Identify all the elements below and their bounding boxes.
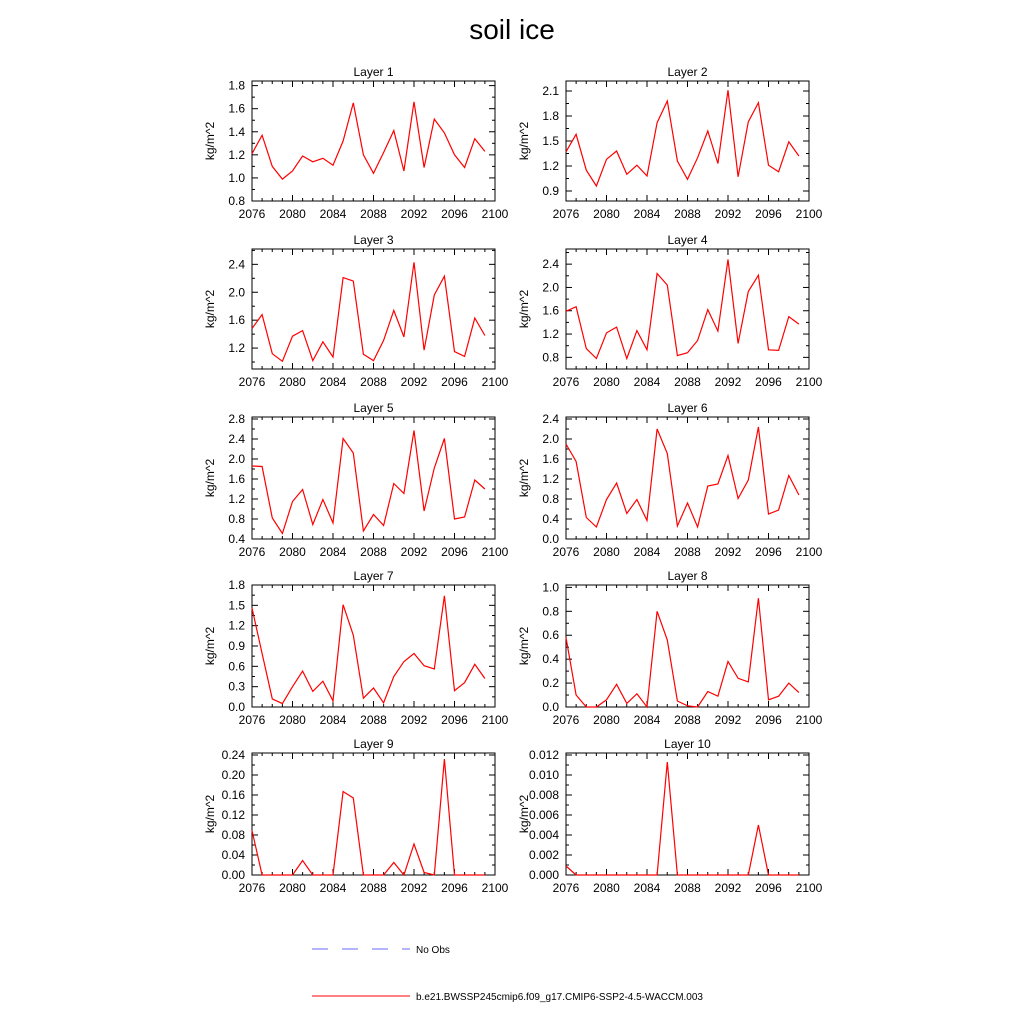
panel-title: Layer 5 [353, 401, 394, 415]
y-tick-label: 1.2 [228, 341, 245, 356]
x-tick-label: 2088 [674, 545, 701, 559]
series-line [252, 759, 485, 875]
x-tick-label: 2088 [360, 375, 387, 389]
y-tick-label: 2.0 [228, 285, 245, 300]
x-tick-label: 2076 [238, 713, 266, 727]
x-tick-label: 2076 [552, 375, 580, 389]
y-axis-label: kg/m^2 [203, 626, 217, 666]
y-axis-label: kg/m^2 [203, 289, 217, 329]
panel-title: Layer 6 [667, 401, 708, 415]
y-tick-label: 0.8 [542, 604, 559, 619]
x-tick-label: 2076 [238, 207, 266, 221]
y-tick-label: 2.0 [542, 280, 559, 295]
y-tick-label: 0.8 [542, 492, 559, 506]
plot-frame [252, 417, 495, 539]
x-tick-label: 2084 [633, 545, 661, 559]
x-tick-label: 2088 [360, 545, 387, 559]
x-tick-label: 2084 [319, 207, 347, 221]
series-line [252, 431, 485, 534]
y-tick-label: 2.4 [542, 257, 559, 272]
x-tick-label: 2100 [481, 713, 509, 727]
y-tick-label: 0.0 [542, 700, 559, 714]
y-tick-label: 0.000 [528, 868, 559, 882]
x-tick-label: 2092 [400, 881, 428, 895]
y-tick-label: 1.8 [228, 78, 245, 93]
y-tick-label: 0.6 [542, 628, 559, 643]
y-tick-label: 1.8 [542, 109, 559, 123]
y-tick-label: 1.2 [228, 147, 245, 162]
y-tick-label: 2.0 [542, 432, 559, 446]
y-tick-label: 1.6 [542, 452, 559, 466]
x-tick-label: 2088 [360, 881, 387, 895]
x-tick-label: 2088 [674, 207, 701, 221]
x-tick-label: 2088 [360, 713, 387, 727]
plot-frame [566, 81, 809, 201]
x-tick-label: 2100 [481, 207, 509, 221]
y-axis-label: kg/m^2 [203, 794, 217, 834]
x-tick-label: 2088 [674, 713, 701, 727]
panel-layer-3 [203, 233, 509, 389]
y-tick-label: 0.004 [528, 828, 559, 842]
x-tick-label: 2092 [400, 375, 428, 389]
y-tick-label: 0.00 [221, 868, 245, 882]
panel-layer-9 [203, 737, 509, 895]
x-tick-label: 2100 [795, 881, 823, 895]
x-tick-label: 2080 [279, 375, 306, 389]
y-tick-label: 1.6 [228, 313, 245, 328]
x-tick-label: 2076 [238, 545, 266, 559]
plot-frame [566, 249, 809, 369]
y-axis-label: kg/m^2 [203, 121, 217, 161]
y-tick-label: 1.0 [228, 170, 245, 185]
x-tick-label: 2092 [400, 545, 428, 559]
x-tick-label: 2088 [674, 881, 701, 895]
x-tick-label: 2084 [319, 881, 347, 895]
x-tick-label: 2096 [441, 713, 468, 727]
y-tick-label: 0.0 [542, 532, 559, 546]
series-line [566, 762, 799, 875]
y-tick-label: 2.0 [228, 452, 245, 466]
y-tick-label: 0.3 [228, 679, 245, 694]
plot-frame [566, 417, 809, 539]
x-tick-label: 2096 [755, 713, 782, 727]
y-tick-label: 0.20 [221, 768, 245, 782]
x-tick-label: 2076 [552, 207, 580, 221]
x-tick-label: 2092 [714, 881, 742, 895]
x-tick-label: 2096 [441, 207, 468, 221]
x-tick-label: 2080 [593, 545, 620, 559]
x-tick-label: 2080 [279, 881, 306, 895]
panel-title: Layer 1 [353, 65, 394, 79]
x-tick-label: 2076 [552, 545, 580, 559]
panel-layer-4 [517, 233, 823, 389]
y-tick-label: 0.6 [228, 659, 245, 674]
series-line [566, 90, 799, 186]
panel-title: Layer 4 [667, 233, 708, 247]
x-tick-label: 2100 [795, 545, 823, 559]
y-tick-label: 1.6 [228, 472, 245, 486]
series-line [252, 596, 485, 704]
y-tick-label: 0.4 [228, 532, 245, 546]
y-tick-label: 1.6 [542, 303, 559, 318]
series-line [566, 260, 799, 359]
y-tick-label: 1.2 [542, 472, 559, 486]
y-tick-label: 2.4 [542, 412, 559, 426]
figure-title: soil ice [469, 14, 555, 45]
y-tick-label: 0.4 [542, 512, 559, 526]
x-tick-label: 2084 [633, 375, 661, 389]
x-tick-label: 2088 [360, 207, 387, 221]
series-line [566, 598, 799, 707]
x-tick-label: 2096 [755, 207, 782, 221]
y-tick-label: 0.16 [221, 788, 245, 802]
panel-title: Layer 7 [353, 569, 394, 583]
panel-layer-10 [517, 737, 823, 895]
y-tick-label: 1.6 [228, 101, 245, 116]
y-tick-label: 0.9 [542, 184, 559, 198]
panel-title: Layer 3 [353, 233, 394, 247]
panel-title: Layer 2 [667, 65, 708, 79]
legend-obs-label: No Obs [416, 945, 450, 956]
x-tick-label: 2084 [633, 207, 661, 221]
y-tick-label: 0.8 [228, 194, 245, 208]
y-tick-label: 2.1 [542, 84, 559, 98]
x-tick-label: 2096 [441, 545, 468, 559]
y-tick-label: 0.012 [528, 748, 559, 762]
y-tick-label: 1.2 [542, 159, 559, 173]
x-tick-label: 2080 [279, 545, 306, 559]
y-tick-label: 0.002 [528, 848, 559, 862]
x-tick-label: 2096 [441, 375, 468, 389]
x-tick-label: 2092 [400, 207, 428, 221]
y-axis-label: kg/m^2 [203, 458, 217, 498]
y-tick-label: 1.2 [228, 618, 245, 633]
y-tick-label: 0.9 [228, 639, 245, 653]
y-axis-label: kg/m^2 [517, 121, 531, 161]
panel-layer-5 [203, 401, 509, 559]
series-line [252, 262, 485, 361]
y-tick-label: 1.5 [228, 598, 245, 613]
y-tick-label: 2.4 [228, 257, 245, 272]
y-tick-label: 0.010 [528, 768, 559, 782]
y-tick-label: 0.008 [528, 788, 559, 802]
plot-frame [252, 81, 495, 201]
x-tick-label: 2084 [319, 375, 347, 389]
y-tick-label: 0.24 [221, 748, 245, 762]
x-tick-label: 2100 [481, 375, 509, 389]
plot-frame [252, 249, 495, 369]
panel-layer-1 [203, 65, 509, 221]
x-tick-label: 2076 [552, 713, 580, 727]
x-tick-label: 2076 [552, 881, 580, 895]
panel-layer-6 [517, 401, 823, 559]
y-tick-label: 0.04 [221, 848, 245, 862]
x-tick-label: 2076 [238, 881, 266, 895]
x-tick-label: 2084 [633, 881, 661, 895]
panel-title: Layer 10 [664, 737, 711, 751]
x-tick-label: 2100 [481, 545, 509, 559]
y-tick-label: 1.0 [542, 580, 559, 595]
x-tick-label: 2096 [441, 881, 468, 895]
y-tick-label: 1.2 [228, 492, 245, 506]
x-tick-label: 2100 [795, 207, 823, 221]
series-line [252, 102, 485, 179]
y-tick-label: 0.2 [542, 676, 559, 691]
y-tick-label: 0.4 [542, 652, 559, 667]
panel-title: Layer 9 [353, 737, 394, 751]
x-tick-label: 2084 [633, 713, 661, 727]
y-tick-label: 2.8 [228, 412, 245, 426]
x-tick-label: 2080 [593, 375, 620, 389]
plot-frame [252, 753, 495, 875]
y-axis-label: kg/m^2 [517, 626, 531, 666]
panel-layer-7 [203, 569, 509, 727]
x-tick-label: 2092 [714, 713, 742, 727]
x-tick-label: 2096 [755, 375, 782, 389]
x-tick-label: 2100 [795, 713, 823, 727]
y-tick-label: 0.8 [542, 350, 559, 365]
legend-model-label: b.e21.BWSSP245cmip6.f09_g17.CMIP6-SSP2-4.5-WACCM.003 [416, 992, 703, 1003]
x-tick-label: 2092 [714, 207, 742, 221]
y-tick-label: 0.12 [221, 808, 245, 822]
plot-frame [566, 753, 809, 875]
x-tick-label: 2080 [279, 713, 306, 727]
y-axis-label: kg/m^2 [517, 794, 531, 834]
x-tick-label: 2088 [674, 375, 701, 389]
x-tick-label: 2100 [795, 375, 823, 389]
panel-title: Layer 8 [667, 569, 708, 583]
legend [312, 945, 703, 1003]
y-tick-label: 1.2 [542, 327, 559, 342]
x-tick-label: 2084 [319, 545, 347, 559]
y-tick-label: 2.4 [228, 432, 245, 446]
y-tick-label: 1.4 [228, 124, 245, 139]
y-tick-label: 0.006 [528, 808, 559, 822]
x-tick-label: 2080 [593, 207, 620, 221]
x-tick-label: 2080 [279, 207, 306, 221]
y-axis-label: kg/m^2 [517, 458, 531, 498]
x-tick-label: 2100 [481, 881, 509, 895]
x-tick-label: 2092 [400, 713, 428, 727]
y-tick-label: 0.0 [228, 700, 245, 714]
x-tick-label: 2080 [593, 713, 620, 727]
x-tick-label: 2092 [714, 545, 742, 559]
y-tick-label: 0.8 [228, 512, 245, 526]
panel-layer-2 [517, 65, 823, 221]
y-tick-label: 1.8 [228, 578, 245, 592]
x-tick-label: 2076 [238, 375, 266, 389]
x-tick-label: 2080 [593, 881, 620, 895]
x-tick-label: 2084 [319, 713, 347, 727]
y-axis-label: kg/m^2 [517, 289, 531, 329]
y-tick-label: 1.5 [542, 134, 559, 148]
x-tick-label: 2096 [755, 545, 782, 559]
panel-layer-8 [517, 569, 823, 727]
y-tick-label: 0.08 [221, 828, 245, 842]
series-line [566, 427, 799, 527]
x-tick-label: 2096 [755, 881, 782, 895]
x-tick-label: 2092 [714, 375, 742, 389]
plot-frame [566, 585, 809, 707]
